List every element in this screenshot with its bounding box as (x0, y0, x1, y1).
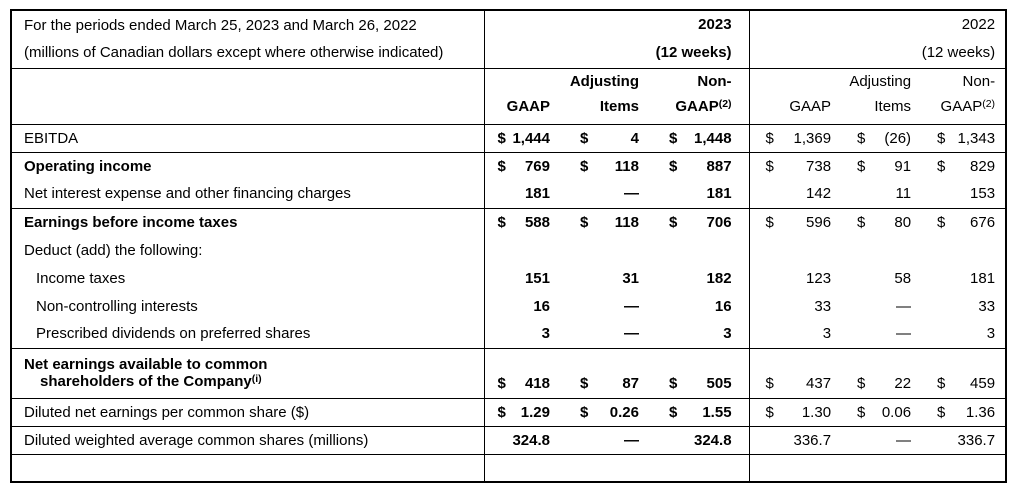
currency-symbol (567, 180, 599, 208)
row-label: Non-controlling interests (36, 297, 198, 315)
currency-symbol (841, 264, 873, 292)
currency-symbol (921, 426, 948, 454)
currency-symbol (749, 320, 776, 348)
value-cell (776, 236, 841, 264)
table-row (11, 348, 1006, 398)
caption-line-2: (millions of Canadian dollars except where otherwise indicated) (24, 44, 444, 62)
value-cell: 0.26 (599, 398, 656, 426)
value-cell: 1,343 (948, 124, 1006, 152)
currency-symbol (656, 454, 681, 482)
currency-symbol (484, 454, 509, 482)
footnote-ref: (2) (982, 97, 996, 110)
currency-symbol (484, 180, 509, 208)
currency-symbol: $ (841, 398, 873, 426)
value-cell: 31 (622, 269, 639, 287)
footnote-ref: (i) (251, 373, 262, 385)
currency-symbol (841, 180, 873, 208)
value-cell: 459 (948, 348, 1006, 398)
currency-symbol (841, 236, 873, 264)
currency-symbol: $ (749, 398, 776, 426)
value-cell: 181 (970, 269, 996, 287)
value-cell: 3 (681, 320, 749, 348)
row-label: Prescribed dividends on preferred shares (11, 320, 484, 348)
value-cell: 22 (873, 348, 921, 398)
value-cell (681, 236, 749, 264)
value-cell: 4 (599, 124, 656, 152)
period-header-row (11, 10, 1006, 68)
value-cell: 505 (681, 348, 749, 398)
table-caption (11, 10, 484, 68)
currency-symbol (656, 320, 681, 348)
currency-symbol (567, 454, 599, 482)
currency-symbol: $ (841, 348, 873, 398)
col-header-nongaap-2022: Non- GAAP$^{(2)}$ (921, 68, 1006, 124)
value-cell: — (873, 426, 921, 454)
value-cell: 91 (894, 157, 912, 175)
value-cell: — (599, 426, 656, 454)
caption-line-1: For the periods ended March 25, 2023 and March 26, 2022 (24, 17, 417, 35)
value-cell: 706 (706, 213, 732, 231)
currency-symbol: $ (857, 157, 866, 175)
table-row (11, 292, 1006, 320)
currency-symbol (749, 292, 776, 320)
currency-symbol (484, 426, 509, 454)
value-cell: 80 (894, 213, 912, 231)
currency-symbol (921, 236, 948, 264)
currency-symbol (921, 292, 948, 320)
col-header-gaap-2022: GAAP (749, 68, 841, 124)
currency-symbol (484, 292, 509, 320)
value-cell: 153 (948, 180, 1006, 208)
currency-symbol: $ (937, 157, 946, 175)
currency-symbol (921, 320, 948, 348)
value-cell: 1,448 (681, 124, 749, 152)
value-cell: — (599, 180, 656, 208)
currency-symbol: $ (749, 124, 776, 152)
period-year: 2023 (698, 16, 732, 34)
period-duration: (12 weeks) (921, 44, 996, 62)
currency-symbol (567, 320, 599, 348)
value-cell: 829 (970, 157, 996, 175)
currency-symbol: $ (656, 398, 681, 426)
currency-symbol: $ (669, 157, 678, 175)
value-cell: — (873, 320, 921, 348)
currency-symbol (567, 426, 599, 454)
table-row (11, 152, 1006, 180)
currency-symbol: $ (921, 124, 948, 152)
value-cell: 1.36 (948, 398, 1006, 426)
currency-symbol: $ (580, 213, 589, 231)
table-row (11, 208, 1006, 236)
currency-symbol: $ (841, 124, 873, 152)
value-cell: 769 (524, 157, 550, 175)
row-label: Income taxes (36, 269, 126, 287)
value-cell: 33 (978, 297, 996, 315)
table-row (11, 320, 1006, 348)
value-cell: 142 (776, 180, 841, 208)
col-header-gaap-2023: GAAP (484, 68, 567, 124)
currency-symbol (921, 264, 948, 292)
currency-symbol: $ (580, 157, 589, 175)
currency-symbol: $ (937, 213, 946, 231)
col-header-adjusting-items-2022: Adjusting Items (841, 68, 921, 124)
value-cell (776, 454, 841, 482)
currency-symbol (841, 454, 873, 482)
value-cell (509, 454, 567, 482)
currency-symbol (841, 320, 873, 348)
currency-symbol (921, 180, 948, 208)
table-row (11, 180, 1006, 208)
currency-symbol: $ (484, 124, 509, 152)
period-header-2022 (749, 10, 1006, 68)
value-cell: 33 (814, 297, 832, 315)
currency-symbol (484, 264, 509, 292)
currency-symbol: $ (669, 213, 678, 231)
currency-symbol: $ (484, 208, 509, 236)
currency-symbol: $ (656, 348, 681, 398)
period-year: 2022 (961, 16, 996, 34)
value-cell (873, 454, 921, 482)
value-cell: 123 (806, 269, 832, 287)
value-cell (599, 236, 656, 264)
currency-symbol: $ (921, 348, 948, 398)
value-cell: 0.06 (873, 398, 921, 426)
currency-symbol: $ (484, 152, 509, 180)
currency-symbol (749, 180, 776, 208)
value-cell: 324.8 (681, 426, 749, 454)
value-cell: 596 (806, 213, 832, 231)
currency-symbol: $ (857, 213, 866, 231)
gaap-nongaap-reconciliation-table (10, 9, 1007, 483)
currency-symbol (567, 292, 599, 320)
currency-symbol: $ (749, 152, 776, 180)
value-cell: 676 (970, 213, 996, 231)
value-cell: 118 (614, 157, 639, 175)
currency-symbol: $ (656, 124, 681, 152)
currency-symbol (749, 236, 776, 264)
currency-symbol: $ (749, 348, 776, 398)
value-cell: 324.8 (509, 426, 567, 454)
currency-symbol (656, 292, 681, 320)
value-cell: 1,369 (776, 124, 841, 152)
currency-symbol (841, 292, 873, 320)
value-cell: 1.30 (776, 398, 841, 426)
value-cell: 11 (873, 180, 921, 208)
currency-symbol: $ (567, 124, 599, 152)
value-cell: 887 (706, 157, 732, 175)
currency-symbol (567, 236, 599, 264)
currency-symbol (921, 454, 948, 482)
currency-symbol (567, 264, 599, 292)
value-cell: 3 (776, 320, 841, 348)
currency-symbol (749, 426, 776, 454)
value-cell (948, 454, 1006, 482)
row-label (11, 454, 484, 482)
value-cell: 3 (948, 320, 1006, 348)
value-cell: 336.7 (948, 426, 1006, 454)
value-cell: 437 (776, 348, 841, 398)
currency-symbol: $ (484, 348, 509, 398)
table-row (11, 264, 1006, 292)
value-cell (948, 236, 1006, 264)
value-cell (509, 236, 567, 264)
currency-symbol (841, 426, 873, 454)
value-cell: — (599, 320, 656, 348)
measure-header-row (11, 68, 1006, 124)
period-header-2023 (484, 10, 749, 68)
currency-symbol: $ (567, 398, 599, 426)
currency-symbol: $ (749, 208, 776, 236)
value-cell: 16 (533, 297, 550, 315)
currency-symbol (749, 454, 776, 482)
row-label: Deduct (add) the following: (24, 241, 203, 259)
value-cell (873, 236, 921, 264)
value-cell: 3 (509, 320, 567, 348)
value-cell: 418 (509, 348, 567, 398)
period-duration: (12 weeks) (655, 44, 732, 62)
value-cell: 181 (681, 180, 749, 208)
value-cell: 588 (524, 213, 550, 231)
currency-symbol (484, 236, 509, 264)
measure-header-spacer (11, 68, 484, 124)
currency-symbol: $ (921, 398, 948, 426)
value-cell: 16 (714, 297, 732, 315)
value-cell: 738 (806, 157, 832, 175)
currency-symbol (656, 426, 681, 454)
value-cell: 181 (509, 180, 567, 208)
currency-symbol: $ (484, 398, 509, 426)
row-label: EBITDA (11, 124, 484, 152)
row-label: Diluted net earnings per common share ($) (11, 398, 484, 426)
value-cell: 1,444 (509, 124, 567, 152)
col-header-nongaap-2023: Non- GAAP$^{(2)}$ (656, 68, 749, 124)
table-row (11, 124, 1006, 152)
value-cell: 151 (524, 269, 550, 287)
currency-symbol (656, 180, 681, 208)
value-cell: — (896, 297, 912, 315)
value-cell: 1.29 (509, 398, 567, 426)
value-cell: — (624, 297, 639, 315)
value-cell (599, 454, 656, 482)
value-cell (681, 454, 749, 482)
value-cell: (26) (873, 124, 921, 152)
table-row (11, 398, 1006, 426)
currency-symbol (484, 320, 509, 348)
footnote-ref: (2) (718, 97, 732, 110)
row-label: Operating income (24, 157, 152, 175)
currency-symbol (656, 264, 681, 292)
empty-row (11, 454, 1006, 482)
table-row (11, 426, 1006, 454)
value-cell: 58 (894, 269, 912, 287)
row-label: Net interest expense and other financing charges (11, 180, 484, 208)
value-cell: 1.55 (681, 398, 749, 426)
value-cell: 118 (614, 213, 639, 231)
currency-symbol (656, 236, 681, 264)
currency-symbol (749, 264, 776, 292)
value-cell: 182 (706, 269, 732, 287)
row-label: Net earnings available to common shareholders of the Company$^{(i)}$ (11, 348, 484, 398)
row-label: Diluted weighted average common shares (millions) (11, 426, 484, 454)
row-label: Earnings before income taxes (24, 213, 238, 231)
value-cell: 87 (599, 348, 656, 398)
col-header-adjusting-items-2023: Adjusting Items (567, 68, 656, 124)
table-row (11, 236, 1006, 264)
currency-symbol: $ (567, 348, 599, 398)
value-cell: 336.7 (776, 426, 841, 454)
